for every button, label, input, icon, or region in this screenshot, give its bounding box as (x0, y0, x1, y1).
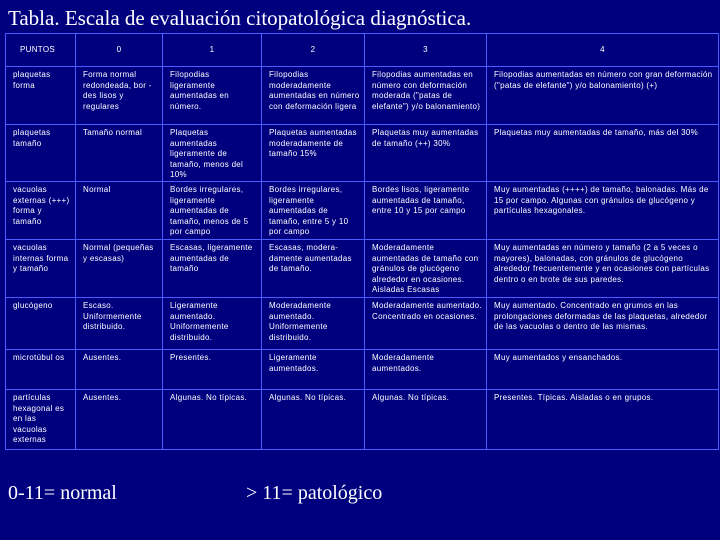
table-cell: Plaquetas aumentadas moderadamente de tamaño 15% (262, 125, 365, 182)
row-label: plaquetas tamaño (6, 125, 76, 182)
table-row (6, 125, 719, 182)
table-cell: Moderadamente aumentados. (365, 350, 487, 390)
pathologic-threshold-label: > 11= patológico (246, 482, 383, 504)
table-cell: Forma normal redondeada, bor - des lisos y regulares (76, 67, 163, 125)
table-cell: Bordes lisos, ligeramente aumentadas de tamaño, entre 10 y 15 por campo (365, 182, 487, 240)
normal-threshold-label: 0-11= normal (8, 482, 117, 504)
table-cell: Plaquetas muy aumentadas de tamaño (++) 30% (365, 125, 487, 182)
table-cell: Plaquetas muy aumentadas de tamaño, más del 30% (487, 125, 719, 182)
table-cell: Ausentes. (76, 390, 163, 450)
table-cell: Filopodias aumentadas en número con gran deformación ("patas de elefante") y/o balonamiento) (+) (487, 67, 719, 125)
table-row (6, 240, 719, 298)
column-header: 0 (76, 34, 163, 67)
table-cell: Algunas. No típicas. (262, 390, 365, 450)
table-cell: Moderadamente aumentado. Uniformemente distribuido. (262, 298, 365, 350)
table-cell: Filopodias ligeramente aumentadas en número. (163, 67, 262, 125)
table-cell: Algunas. No típicas. (163, 390, 262, 450)
table-cell: Tamaño normal (76, 125, 163, 182)
row-label: partículas hexagonal es en las vacuolas externas (6, 390, 76, 450)
table-cell: Normal (pequeñas y escasas) (76, 240, 163, 298)
row-label: glucógeno (6, 298, 76, 350)
table-cell: Ligeramente aumentado. Uniformemente distribuido. (163, 298, 262, 350)
table-cell: Ligeramente aumentados. (262, 350, 365, 390)
column-header: 2 (262, 34, 365, 67)
column-header: PUNTOS (6, 34, 76, 67)
page-title: Tabla. Escala de evaluación citopatológica diagnóstica. (8, 6, 472, 30)
row-label: vacuolas externas (+++) forma y tamaño (6, 182, 76, 240)
table-row (6, 350, 719, 390)
table-cell: Muy aumentado. Concentrado en grumos en las prolongaciones deformadas de las plaquetas, alrededor de las vacuolas o dentro de las mismas. (487, 298, 719, 350)
row-label: vacuolas internas forma y tamaño (6, 240, 76, 298)
table-cell: Algunas. No típicas. (365, 390, 487, 450)
table-cell: Escaso. Uniformemente distribuido. (76, 298, 163, 350)
table-row (6, 298, 719, 350)
column-header: 3 (365, 34, 487, 67)
table-cell: Bordes irregulares, ligeramente aumentadas de tamaño, entre 5 y 10 por campo (262, 182, 365, 240)
evaluation-scale-table (5, 33, 719, 450)
table-cell: Moderadamente aumentado. Concentrado en ocasiones. (365, 298, 487, 350)
table-cell: Muy aumentadas en número y tamaño (2 a 5 veces o mayores), balonadas, con gránulos de glucógeno alrededor frecuentemente y en ocasiones con partículas dentro o en brote de sus paredes. (487, 240, 719, 298)
column-header: 1 (163, 34, 262, 67)
column-header: 4 (487, 34, 719, 67)
table-cell: Filopodias aumentadas en número con deformación moderada ("patas de elefante") y/o balonamiento) (365, 67, 487, 125)
table-cell: Moderadamente aumentadas de tamaño con gránulos de glucógeno alrededor en ocasiones. Aisladas Escasas (365, 240, 487, 298)
table-cell: Normal (76, 182, 163, 240)
table-row (6, 182, 719, 240)
table-cell: Presentes. Típicas. Aisladas o en grupos. (487, 390, 719, 450)
table-row (6, 390, 719, 450)
row-label: microtúbul os (6, 350, 76, 390)
table-cell: Escasas, modera- damente aumentadas de tamaño. (262, 240, 365, 298)
table-header-row (6, 34, 719, 67)
row-label: plaquetas forma (6, 67, 76, 125)
table-cell: Muy aumentadas (++++) de tamaño, balonadas. Más de 15 por campo. Algunas con gránulos de glucógeno y partículas hexagonales. (487, 182, 719, 240)
table-row (6, 67, 719, 125)
table-cell: Filopodias moderadamente aumentadas en número con deformación ligera (262, 67, 365, 125)
table-cell: Presentes. (163, 350, 262, 390)
table-cell: Ausentes. (76, 350, 163, 390)
table-cell: Plaquetas aumentadas ligeramente de tamaño, menos del 10% (163, 125, 262, 182)
table-cell: Bordes irregulares, ligeramente aumentadas de tamaño, menos de 5 por campo (163, 182, 262, 240)
table-cell: Escasas, ligeramente aumentadas de tamaño (163, 240, 262, 298)
table-cell: Muy aumentados y ensanchados. (487, 350, 719, 390)
